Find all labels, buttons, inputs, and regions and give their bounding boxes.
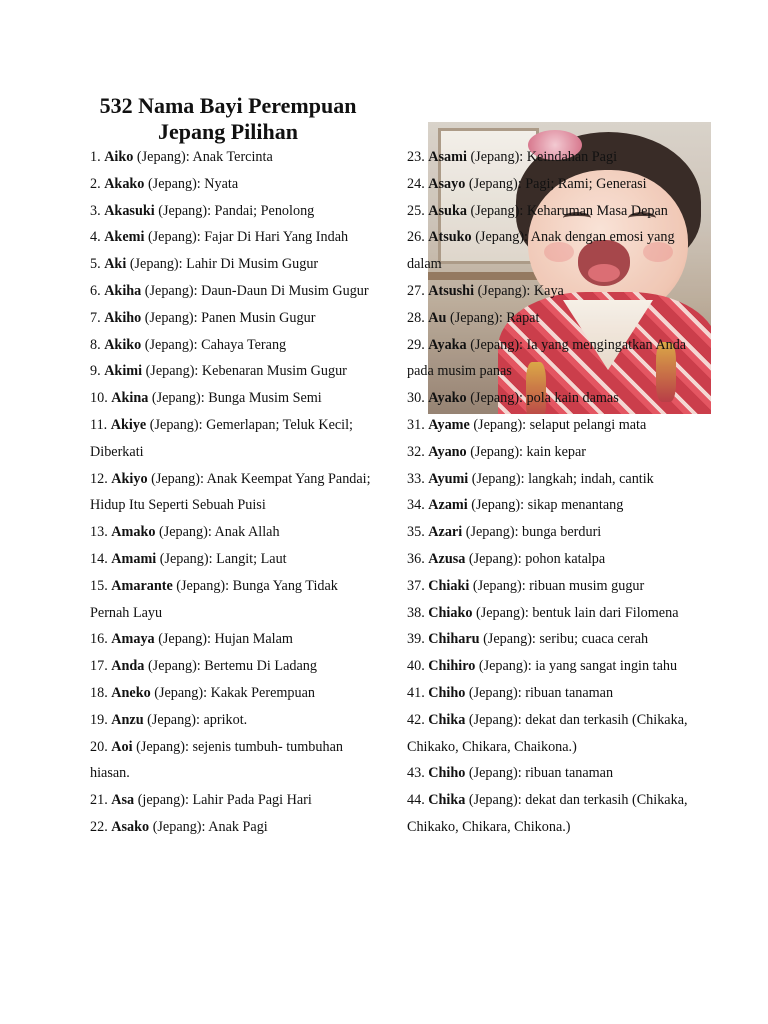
item-name: Asami xyxy=(428,149,467,165)
title-line-1: 532 Nama Bayi Perempuan xyxy=(99,93,357,118)
item-number: 3. xyxy=(90,202,101,219)
list-item xyxy=(90,412,380,466)
item-name: Anzu xyxy=(111,711,144,728)
item-number: 11. xyxy=(90,416,108,433)
item-number: 33. xyxy=(407,470,425,487)
item-number: 29. xyxy=(407,336,425,353)
item-name: Anda xyxy=(111,658,145,675)
list-item xyxy=(407,466,707,493)
item-meaning: (Jepang): langkah; indah, cantik xyxy=(468,470,654,487)
item-number: 41. xyxy=(407,684,425,701)
item-name: Azari xyxy=(428,524,463,541)
item-name: Akina xyxy=(111,390,149,407)
list-item xyxy=(90,466,380,520)
item-name: Chihiro xyxy=(428,658,476,675)
list-item xyxy=(90,626,380,653)
list-item xyxy=(407,787,707,841)
item-name: Akemi xyxy=(104,229,145,246)
list-item xyxy=(407,492,707,519)
item-number: 32. xyxy=(407,443,425,460)
list-item xyxy=(90,224,380,251)
list-item xyxy=(90,680,380,707)
list-item xyxy=(407,278,707,305)
item-name: Ayako xyxy=(428,390,467,407)
item-number: 36. xyxy=(407,550,425,567)
item-number: 13. xyxy=(90,524,108,541)
item-name: Aneko xyxy=(111,684,151,701)
left-column xyxy=(90,144,380,841)
item-number: 1. xyxy=(90,149,101,165)
item-number: 15. xyxy=(90,577,108,594)
item-name: Ayano xyxy=(428,443,467,460)
item-name: Asa xyxy=(111,792,135,809)
page-title xyxy=(78,93,378,145)
list-item xyxy=(90,171,380,198)
item-meaning: (Jepang): Kaya xyxy=(474,282,564,299)
item-meaning: (Jepang): Pagi; Rami; Generasi xyxy=(465,175,647,192)
item-meaning: (Jepang): Anak dengan emosi yang dalam xyxy=(407,229,675,273)
item-meaning: (Jepang): Cahaya Terang xyxy=(141,336,287,353)
list-item xyxy=(407,412,707,439)
list-item xyxy=(407,171,707,198)
item-meaning: (Jepang): Bunga Musim Semi xyxy=(148,390,322,407)
item-name: Azami xyxy=(428,497,468,514)
item-number: 8. xyxy=(90,336,101,353)
item-meaning: (Jepang): ribuan musim gugur xyxy=(469,577,645,594)
item-meaning: (jepang): Lahir Pada Pagi Hari xyxy=(134,792,312,809)
item-meaning: (Jepang): sejenis tumbuh- tumbuhan hiasan. xyxy=(90,738,343,782)
list-item xyxy=(90,198,380,225)
item-meaning: (Jepang): sikap menantang xyxy=(467,497,624,514)
item-number: 43. xyxy=(407,765,425,782)
item-number: 24. xyxy=(407,175,425,192)
item-meaning: (Jepang): Keindahan Pagi xyxy=(466,149,618,165)
list-item xyxy=(90,305,380,332)
item-number: 9. xyxy=(90,363,101,380)
item-name: Ayame xyxy=(428,416,470,433)
item-meaning: (Jepang): pola kain damas xyxy=(466,390,619,407)
item-meaning: (Jepang): Kakak Perempuan xyxy=(150,684,315,701)
right-column xyxy=(407,144,707,841)
item-number: 38. xyxy=(407,604,425,621)
list-item xyxy=(407,224,707,278)
item-number: 42. xyxy=(407,711,425,728)
list-item xyxy=(90,814,380,841)
item-number: 30. xyxy=(407,390,425,407)
item-number: 27. xyxy=(407,282,425,299)
list-item xyxy=(407,760,707,787)
item-name: Ayumi xyxy=(428,470,469,487)
list-item xyxy=(90,332,380,359)
list-item xyxy=(90,385,380,412)
item-name: Chiako xyxy=(428,604,473,621)
item-number: 28. xyxy=(407,309,425,326)
item-number: 22. xyxy=(90,818,108,835)
list-item xyxy=(90,707,380,734)
list-item xyxy=(407,439,707,466)
item-meaning: (Jepang): Anak Allah xyxy=(155,524,280,541)
item-meaning: (Jepang): bunga berduri xyxy=(462,524,602,541)
item-meaning: (Jepang): selaput pelangi mata xyxy=(469,416,647,433)
item-number: 17. xyxy=(90,658,108,675)
item-meaning: (Jepang): Pandai; Penolong xyxy=(154,202,315,219)
item-meaning: (Jepang): Lahir Di Musim Gugur xyxy=(126,256,319,273)
item-number: 4. xyxy=(90,229,101,246)
item-meaning: (Jepang): Rapat xyxy=(446,309,540,326)
item-meaning: (Jepang): Anak Pagi xyxy=(149,818,268,835)
item-name: Chiho xyxy=(428,765,466,782)
item-name: Asuka xyxy=(428,202,467,219)
item-name: Chiho xyxy=(428,684,466,701)
item-number: 21. xyxy=(90,792,108,809)
item-meaning: (Jepang): Fajar Di Hari Yang Indah xyxy=(144,229,349,246)
item-name: Akiye xyxy=(110,416,147,433)
item-meaning: (Jepang): Daun-Daun Di Musim Gugur xyxy=(141,282,369,299)
item-number: 34. xyxy=(407,497,425,514)
list-item xyxy=(90,358,380,385)
item-meaning: (Jepang): ribuan tanaman xyxy=(465,765,614,782)
item-name: Asako xyxy=(111,818,150,835)
list-item xyxy=(90,251,380,278)
item-name: Akako xyxy=(104,175,145,192)
item-meaning: (Jepang): Nyata xyxy=(144,175,239,192)
item-number: 14. xyxy=(90,550,108,567)
item-name: Akasuki xyxy=(104,202,155,219)
item-meaning: (Jepang): Bertemu Di Ladang xyxy=(144,658,317,675)
item-number: 5. xyxy=(90,256,101,273)
item-meaning: (Jepang): Bunga Yang Tidak Pernah Layu xyxy=(90,577,338,621)
item-number: 12. xyxy=(90,470,108,487)
title-line-2: Jepang Pilihan xyxy=(158,119,298,144)
item-name: Akiyo xyxy=(111,470,148,487)
list-item xyxy=(407,680,707,707)
list-item xyxy=(90,734,380,788)
item-meaning: (Jepang): aprikot. xyxy=(143,711,248,728)
item-number: 25. xyxy=(407,202,425,219)
item-name: Akiha xyxy=(104,282,142,299)
item-name: Akimi xyxy=(104,363,143,380)
item-number: 39. xyxy=(407,631,425,648)
item-number: 26. xyxy=(407,229,425,246)
item-meaning: (Jepang): Anak Tercinta xyxy=(133,149,273,165)
item-number: 40. xyxy=(407,658,425,675)
list-item xyxy=(407,519,707,546)
item-meaning: (Jepang): Keharuman Masa Depan xyxy=(466,202,668,219)
item-name: Azusa xyxy=(428,550,466,567)
item-number: 44. xyxy=(407,792,425,809)
item-name: Ayaka xyxy=(428,336,467,353)
item-number: 10. xyxy=(90,390,108,407)
item-number: 6. xyxy=(90,282,101,299)
item-meaning: (Jepang): dekat dan terkasih (Chikaka, Chikako, Chikara, Chikona.) xyxy=(407,792,688,835)
list-item xyxy=(407,198,707,225)
item-number: 7. xyxy=(90,309,101,326)
item-number: 16. xyxy=(90,631,108,648)
item-meaning: (Jepang): Langit; Laut xyxy=(156,550,287,567)
item-meaning: (Jepang): Ia yang mengingatkan Anda pada musim panas xyxy=(407,336,687,380)
item-name: Chika xyxy=(428,792,466,809)
item-name: Aiko xyxy=(104,149,134,165)
item-meaning: (Jepang): Anak Keempat Yang Pandai; Hidup Itu Seperti Sebuah Puisi xyxy=(90,470,371,514)
item-number: 35. xyxy=(407,524,425,541)
item-number: 2. xyxy=(90,175,101,192)
item-number: 19. xyxy=(90,711,108,728)
list-item xyxy=(90,278,380,305)
item-meaning: (Jepang): bentuk lain dari Filomena xyxy=(472,604,679,621)
item-meaning: (Jepang): ribuan tanaman xyxy=(465,684,614,701)
item-name: Amami xyxy=(111,550,157,567)
item-meaning: (Jepang): Hujan Malam xyxy=(154,631,293,648)
item-name: Amarante xyxy=(111,577,173,594)
list-item xyxy=(407,305,707,332)
item-name: Atsushi xyxy=(428,282,475,299)
item-number: 20. xyxy=(90,738,108,755)
item-meaning: (Jepang): kain kepar xyxy=(466,443,587,460)
list-item xyxy=(407,144,707,171)
item-number: 23. xyxy=(407,149,425,165)
list-item xyxy=(90,573,380,627)
list-item xyxy=(407,707,707,761)
list-item xyxy=(407,385,707,412)
item-name: Asayo xyxy=(428,175,466,192)
item-name: Amaya xyxy=(111,631,155,648)
item-meaning: (Jepang): Gemerlapan; Teluk Kecil; Diberkati xyxy=(90,416,353,460)
item-name: Aoi xyxy=(111,738,133,755)
item-name: Au xyxy=(428,309,447,326)
list-item xyxy=(407,600,707,627)
list-item xyxy=(90,144,380,171)
item-name: Akiko xyxy=(104,336,142,353)
item-meaning: (Jepang): dekat dan terkasih (Chikaka, Chikako, Chikara, Chaikona.) xyxy=(407,711,688,755)
list-item xyxy=(407,626,707,653)
item-meaning: (Jepang): Kebenaran Musim Gugur xyxy=(142,363,347,380)
list-item xyxy=(90,519,380,546)
item-name: Akiho xyxy=(104,309,142,326)
item-number: 37. xyxy=(407,577,425,594)
item-name: Aki xyxy=(104,256,127,273)
item-number: 18. xyxy=(90,684,108,701)
list-item xyxy=(90,653,380,680)
item-meaning: (Jepang): seribu; cuaca cerah xyxy=(479,631,649,648)
list-item xyxy=(407,653,707,680)
list-item xyxy=(407,573,707,600)
list-item xyxy=(90,787,380,814)
item-meaning: (Jepang): Panen Musin Gugur xyxy=(141,309,316,326)
item-name: Atsuko xyxy=(428,229,472,246)
item-name: Chiaki xyxy=(428,577,470,594)
item-name: Amako xyxy=(111,524,156,541)
list-item xyxy=(407,546,707,573)
item-name: Chiharu xyxy=(428,631,480,648)
item-meaning: (Jepang): ia yang sangat ingin tahu xyxy=(475,658,678,675)
list-item xyxy=(90,546,380,573)
list-item xyxy=(407,332,707,386)
item-name: Chika xyxy=(428,711,466,728)
item-number: 31. xyxy=(407,416,425,433)
item-meaning: (Jepang): pohon katalpa xyxy=(465,550,606,567)
